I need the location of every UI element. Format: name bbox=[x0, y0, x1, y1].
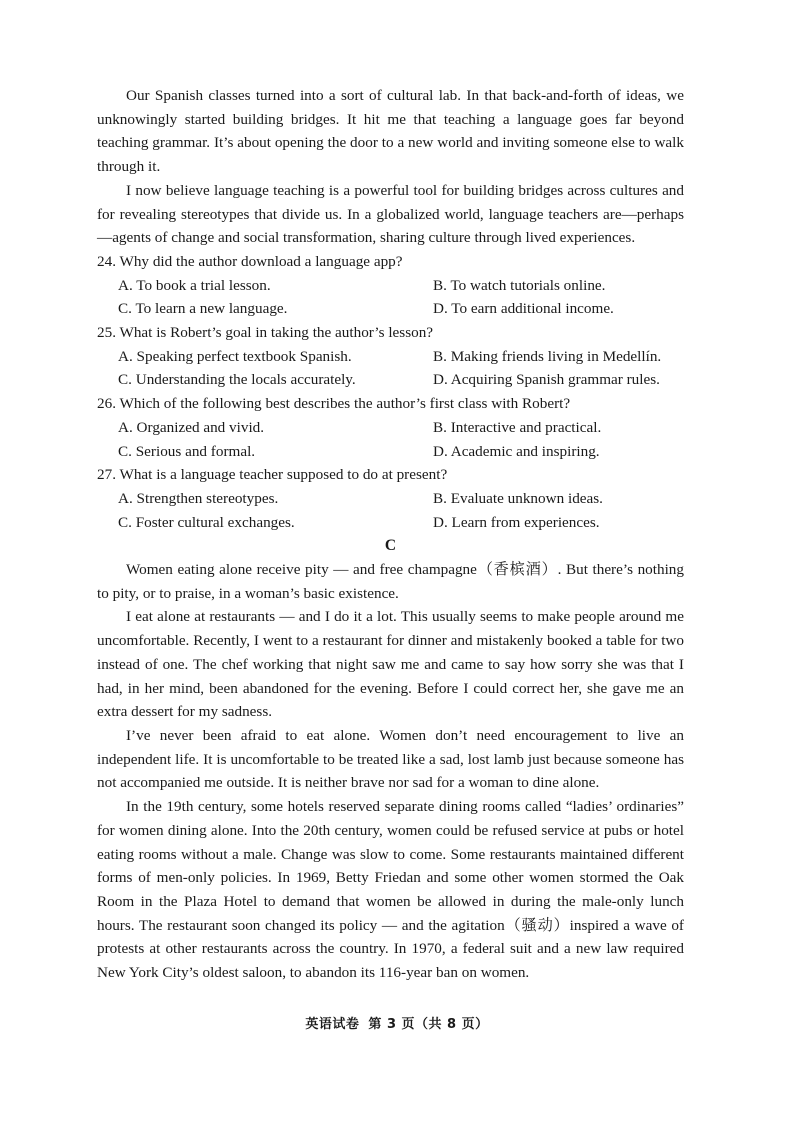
passage-paragraph: I now believe language teaching is a powerful tool for building bridges across cultures and for revealing stereotypes that divide us. In a globalized world, language teachers are—perhaps—agents of change and social transformation, sharing culture through lived experiences. bbox=[97, 181, 684, 247]
option-c: C. Understanding the locals accurately. bbox=[118, 371, 356, 389]
option-a: A. Speaking perfect textbook Spanish. bbox=[118, 347, 352, 365]
question-stem: 25. What is Robert’s goal in taking the author’s lesson? bbox=[97, 324, 434, 342]
options-grid bbox=[97, 345, 684, 392]
exam-page bbox=[97, 84, 684, 985]
passage-paragraph: Women eating alone receive pity — and free champagne（香槟酒）. But there’s nothing to pity, or to praise, in a woman’s basic existence. bbox=[97, 561, 684, 602]
option-d: D. To earn additional income. bbox=[433, 300, 614, 318]
footer-page-info: 第 3 页（共 8 页） bbox=[368, 1017, 489, 1032]
option-a: A. To book a trial lesson. bbox=[118, 276, 271, 294]
question-25 bbox=[97, 321, 684, 392]
option-a: A. Organized and vivid. bbox=[118, 418, 265, 436]
passage-paragraph: I eat alone at restaurants — and I do it a lot. This usually seems to make people around me uncomfortable. Recently, I went to a restaurant for dinner and mistakenly booked a table for two instead of one. The chef working that night saw me and came to say how sorry she was that I had, in her mind, been abandoned for the evening. Before I could correct her, she gave me an extra dessert for my sadness. bbox=[97, 608, 684, 721]
option-b: B. Making friends living in Medellín. bbox=[433, 347, 662, 365]
question-stem: 26. Which of the following best describes the author’s first class with Robert? bbox=[97, 395, 571, 413]
option-b: B. Interactive and practical. bbox=[433, 418, 602, 436]
question-stem: 27. What is a language teacher supposed to do at present? bbox=[97, 466, 448, 484]
options-grid bbox=[97, 274, 684, 321]
option-b: B. To watch tutorials online. bbox=[433, 276, 606, 294]
question-26 bbox=[97, 392, 684, 463]
question-stem: 24. Why did the author download a language app? bbox=[97, 252, 403, 270]
option-d: D. Acquiring Spanish grammar rules. bbox=[433, 371, 660, 389]
footer-subject: 英语试卷 bbox=[305, 1017, 360, 1032]
passage-paragraph: Our Spanish classes turned into a sort of cultural lab. In that back-and-forth of ideas, we unknowingly started building bridges. It hit me that teaching a language goes far beyond teaching grammar. It’s about opening the door to a new world and inviting someone else to walk through it. bbox=[97, 87, 684, 176]
passage-paragraph: In the 19th century, some hotels reserved separate dining rooms called “ladies’ ordinaries” for women dining alone. Into the 20th century, women could be refused service at pubs or hotel eating rooms without a male. Change was slow to come. Some restaurants maintained different forms of men-only policies. In 1969, Betty Friedan and some other women stormed the Oak Room in the Plaza Hotel to demand that women be allowed in during the male-only lunch hours. The restaurant soon changed its policy — and the agitation（骚动）inspired a wave of protests at other restaurants across the country. In 1970, a federal suit and a new law required New York City’s oldest saloon, to abandon its 116-year ban on women. bbox=[97, 798, 684, 982]
option-d: D. Learn from experiences. bbox=[433, 513, 600, 531]
section-heading-c: C bbox=[384, 537, 397, 555]
option-c: C. To learn a new language. bbox=[118, 300, 288, 318]
page-footer bbox=[0, 1013, 794, 1032]
question-24 bbox=[97, 250, 684, 321]
options-grid bbox=[97, 416, 684, 463]
options-grid bbox=[97, 487, 684, 534]
option-b: B. Evaluate unknown ideas. bbox=[433, 489, 603, 507]
option-c: C. Foster cultural exchanges. bbox=[118, 513, 295, 531]
passage-paragraph: I’ve never been afraid to eat alone. Women don’t need encouragement to live an independent life. It is uncomfortable to be treated like a sad, lost lamb just because someone has not accompanied me outside. It is neither brave nor sad for a woman to dine alone. bbox=[97, 726, 684, 792]
question-27 bbox=[97, 463, 684, 534]
option-c: C. Serious and formal. bbox=[118, 442, 256, 460]
option-a: A. Strengthen stereotypes. bbox=[118, 489, 279, 507]
option-d: D. Academic and inspiring. bbox=[433, 442, 600, 460]
